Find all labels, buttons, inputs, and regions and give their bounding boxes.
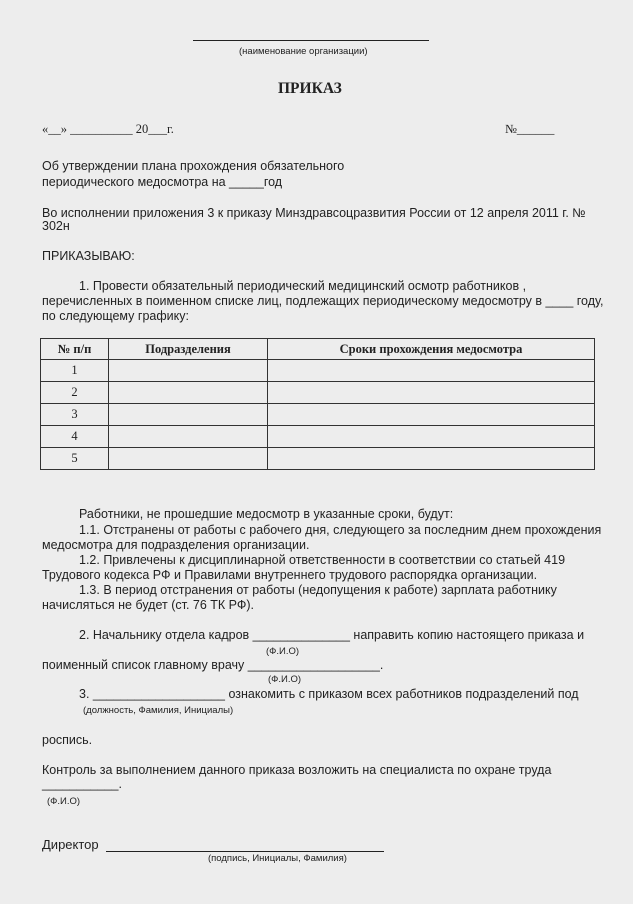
item1-line-1: 1. Провести обязательный периодический медицинский осмотр работников , bbox=[79, 279, 527, 293]
department-cell bbox=[109, 448, 268, 470]
item2-fio-caption-1: (Ф.И.О) bbox=[266, 646, 300, 657]
item2-fio-caption-2: (Ф.И.О) bbox=[268, 674, 302, 685]
director-signature-caption: (подпись, Инициалы, Фамилия) bbox=[208, 853, 347, 864]
schedule-cell bbox=[268, 448, 595, 470]
table-row bbox=[41, 360, 595, 382]
item2-line-2: поименный список главному врачу ___________________. bbox=[42, 658, 384, 672]
column-header-number: № п/п bbox=[41, 339, 109, 360]
schedule-cell bbox=[268, 360, 595, 382]
department-cell bbox=[109, 360, 268, 382]
order-number: №______ bbox=[505, 122, 555, 136]
item1-line-2: перечисленных в поименном списке лиц, подлежащих периодическому медосмотру в ____ году, bbox=[42, 294, 604, 308]
item3-line-2: роспись. bbox=[42, 733, 93, 747]
schedule-cell bbox=[268, 426, 595, 448]
schedule-table bbox=[40, 338, 595, 470]
subject-line-2: периодического медосмотра на _____год bbox=[42, 175, 283, 189]
director-label: Директор bbox=[42, 837, 99, 852]
basis-line-1: Во исполнении приложения 3 к приказу Минздравсоцразвития России от 12 апреля 2011 г. № bbox=[42, 206, 586, 220]
department-cell bbox=[109, 404, 268, 426]
schedule-cell bbox=[268, 404, 595, 426]
org-name-line bbox=[193, 40, 429, 41]
column-header-department: Подразделения bbox=[109, 339, 268, 360]
control-line-1: Контроль за выполнением данного приказа возложить на специалиста по охране труда bbox=[42, 763, 552, 777]
table-row bbox=[41, 382, 595, 404]
table-row bbox=[41, 404, 595, 426]
order-date: «__» __________ 20___г. bbox=[42, 122, 174, 136]
row-number: 4 bbox=[41, 426, 109, 448]
consequences-intro: Работники, не прошедшие медосмотр в указанные сроки, будут: bbox=[79, 507, 454, 521]
table-row bbox=[41, 426, 595, 448]
consequence-3-line-2: начисляться не будет (ст. 76 ТК РФ). bbox=[42, 598, 254, 612]
order-word: ПРИКАЗЫВАЮ: bbox=[42, 249, 135, 263]
department-cell bbox=[109, 382, 268, 404]
subject-line-1: Об утверждении плана прохождения обязательного bbox=[42, 159, 345, 173]
row-number: 2 bbox=[41, 382, 109, 404]
row-number: 1 bbox=[41, 360, 109, 382]
item3-position-caption: (должность, Фамилия, Инициалы) bbox=[83, 705, 234, 716]
control-fio-caption: (Ф.И.О) bbox=[47, 796, 81, 807]
consequence-3-line-1: 1.3. В период отстранения от работы (недопущения к работе) зарплата работнику bbox=[79, 583, 557, 597]
consequence-2-line-1: 1.2. Привлечены к дисциплинарной ответственности в соответствии со статьей 419 bbox=[79, 553, 566, 567]
consequence-2-line-2: Трудового кодекса РФ и Правилами внутреннего трудового распорядка организации. bbox=[42, 568, 538, 582]
org-name-caption: (наименование организации) bbox=[239, 46, 368, 57]
table-row bbox=[41, 448, 595, 470]
consequence-1-line-1: 1.1. Отстранены от работы с рабочего дня, следующего за последним днем прохождения bbox=[79, 523, 602, 537]
department-cell bbox=[109, 426, 268, 448]
item3-line-1: 3. ___________________ ознакомить с приказом всех работников подразделений под bbox=[79, 687, 579, 701]
item2-line-1: 2. Начальнику отдела кадров ______________ направить копию настоящего приказа и bbox=[79, 628, 585, 642]
row-number: 5 bbox=[41, 448, 109, 470]
consequence-1-line-2: медосмотра для подразделения организации. bbox=[42, 538, 310, 552]
row-number: 3 bbox=[41, 404, 109, 426]
document-title: ПРИКАЗ bbox=[278, 80, 342, 97]
basis-line-2: 302н bbox=[42, 219, 70, 233]
schedule-cell bbox=[268, 382, 595, 404]
column-header-schedule: Сроки прохождения медосмотра bbox=[268, 339, 595, 360]
item1-line-3: по следующему графику: bbox=[42, 309, 189, 323]
table-header-row bbox=[41, 339, 595, 360]
control-line-2: ___________. bbox=[42, 777, 122, 791]
